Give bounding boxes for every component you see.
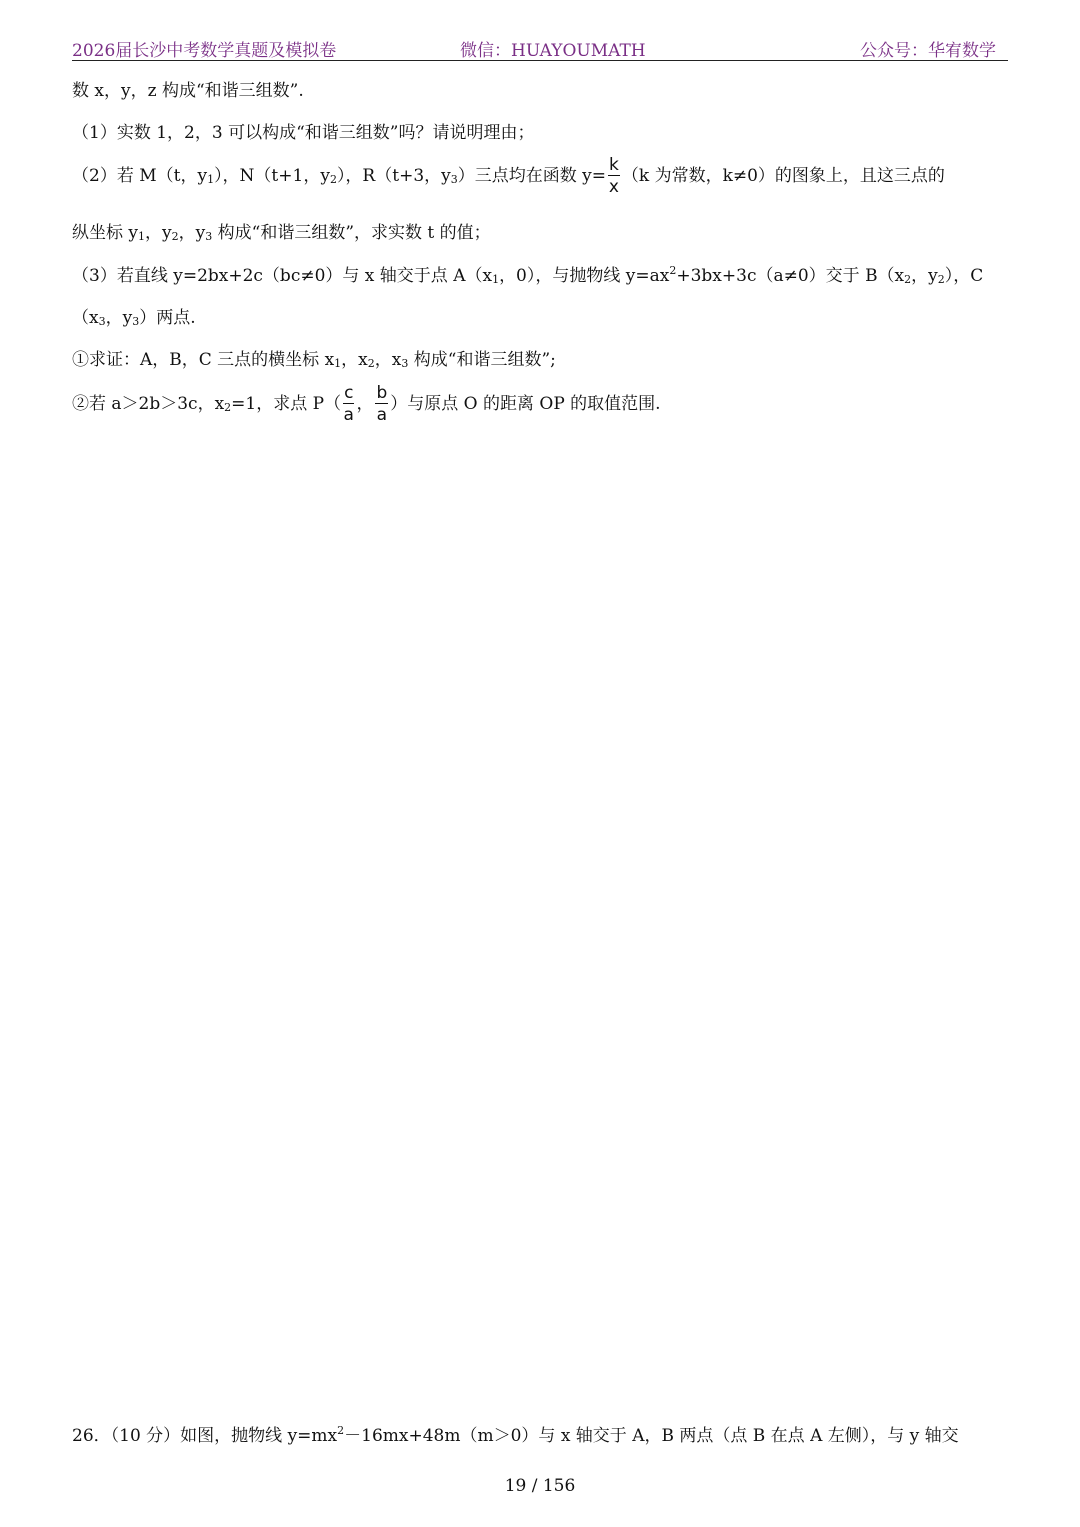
q25-part3-line1 xyxy=(72,261,1012,286)
denominator: a xyxy=(343,405,354,425)
text: ，y xyxy=(145,223,172,243)
q25-part2-line1 xyxy=(72,157,1012,196)
text: （3）若直线 y=2bx+2c（bc≠0）与 x 轴交于点 A（x xyxy=(72,266,493,286)
subscript: 1 xyxy=(334,357,342,370)
page-header xyxy=(72,30,1008,61)
text: ②若 a＞2b＞3c，x xyxy=(72,394,225,414)
fraction-b-over-a xyxy=(375,385,388,424)
subscript: 1 xyxy=(492,273,500,286)
q25-intro: 数 x，y，z 构成“和谐三组数”. xyxy=(72,81,304,101)
text: ①求证：A，B，C 三点的横坐标 x xyxy=(72,350,335,370)
text: 构成“和谐三组数”; xyxy=(408,350,556,370)
text: ， xyxy=(356,394,374,414)
header-wechat: 微信：HUAYOUMATH xyxy=(460,41,646,61)
text: 纵坐标 y xyxy=(72,223,139,243)
page-number: 19 / 156 xyxy=(504,1476,576,1496)
text: ，x xyxy=(341,350,368,370)
text: ，y xyxy=(911,266,938,286)
text: ）两点. xyxy=(139,308,196,328)
text: ）与原点 O 的距离 OP 的取值范围. xyxy=(390,394,661,414)
text: =1，求点 P（ xyxy=(231,394,342,414)
text: 26．（10 分）如图，抛物线 y=mx xyxy=(72,1426,338,1446)
subscript: 2 xyxy=(171,230,179,243)
q25-part1: （1）实数 1，2，3 可以构成“和谐三组数”吗？请说明理由； xyxy=(72,123,535,143)
subscript: 2 xyxy=(904,273,912,286)
numerator: c xyxy=(344,383,354,403)
text: ），R（t+3，y xyxy=(336,166,451,186)
header-title: 2026届长沙中考数学真题及模拟卷 xyxy=(72,41,337,61)
subscript: 3 xyxy=(98,315,106,328)
q25-part3-line2 xyxy=(72,303,1012,328)
numerator: k xyxy=(609,155,619,175)
text: 构成“和谐三组数”，求实数 t 的值； xyxy=(212,223,491,243)
denominator: x xyxy=(608,177,619,197)
subscript: 1 xyxy=(207,173,215,186)
denominator: a xyxy=(376,405,388,425)
q25-sub2 xyxy=(72,385,1012,424)
text: +3bx+3c（a≠0）交于 B（x xyxy=(676,266,905,286)
text: （k 为常数，k≠0）的图象上，且这三点的 xyxy=(621,166,945,186)
text: ，y xyxy=(178,223,206,243)
subscript: 3 xyxy=(401,357,409,370)
q25-part2-line2 xyxy=(72,218,1012,243)
superscript: 2 xyxy=(337,1424,345,1437)
q25-sub1 xyxy=(72,345,1012,370)
superscript: 2 xyxy=(669,264,677,277)
text: ，x xyxy=(374,350,402,370)
subscript: 2 xyxy=(367,357,375,370)
text: －16mx+48m（m＞0）与 x 轴交于 A，B 两点（点 B 在点 A 左侧），与 y 轴交 xyxy=(344,1426,959,1446)
text: （2）若 M（t，y xyxy=(72,166,208,186)
text: ），C xyxy=(944,266,984,286)
subscript: 1 xyxy=(138,230,146,243)
text: ，y xyxy=(105,308,133,328)
text: ，0），与抛物线 y=ax xyxy=(499,266,670,286)
text: （x xyxy=(72,308,99,328)
fraction-c-over-a xyxy=(343,385,354,424)
subscript: 2 xyxy=(937,273,945,286)
fraction-k-over-x xyxy=(608,157,620,196)
numerator: b xyxy=(376,383,388,403)
text: ）三点均在函数 y= xyxy=(457,166,606,186)
text: ），N（t+1，y xyxy=(214,166,330,186)
subscript: 2 xyxy=(224,401,232,414)
subscript: 2 xyxy=(329,173,337,186)
subscript: 3 xyxy=(450,173,458,186)
subscript: 3 xyxy=(132,315,140,328)
subscript: 3 xyxy=(205,230,213,243)
q26-line1 xyxy=(72,1421,1012,1446)
header-account: 公众号：华宥数学 xyxy=(860,41,996,61)
